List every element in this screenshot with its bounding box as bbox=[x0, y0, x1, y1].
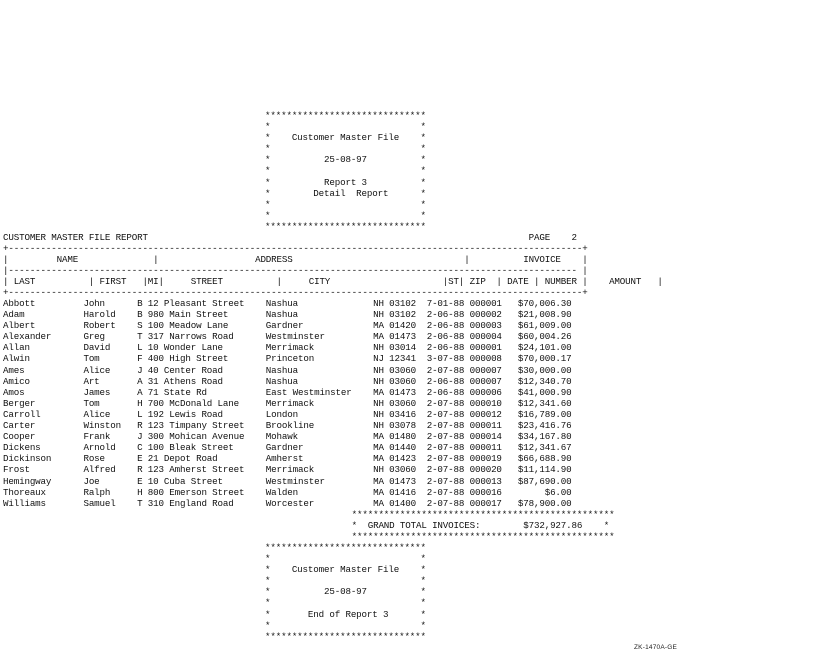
record-row: Carter Winston R 123 Timpany Street Brookline NH 03078 2-07-88 000011 $23,416.76 bbox=[3, 420, 572, 432]
banner-line: * * bbox=[265, 575, 426, 587]
header-rule: +-----------------------------------------------------------------------------------------------------------+ bbox=[3, 287, 588, 299]
banner-title: * Customer Master File * bbox=[265, 564, 426, 576]
grand-total-line: * GRAND TOTAL INVOICES: $732,927.86 * bbox=[3, 519, 610, 531]
report-title-line: CUSTOMER MASTER FILE REPORT PAGE 2 bbox=[3, 232, 577, 243]
header-column-labels: | LAST | FIRST |MI| STREET | CITY |ST| ZIP | DATE | NUMBER | AMOUNT | bbox=[3, 276, 663, 288]
banner-line: ****************************** bbox=[265, 630, 426, 642]
record-row: Amos James A 71 State Rd East Westminster MA 01473 2-06-88 000006 $41,000.90 bbox=[3, 386, 572, 398]
record-row: Frost Alfred R 123 Amherst Street Merrimack NH 03060 2-07-88 000020 $11,114.90 bbox=[3, 464, 572, 476]
record-row: Dickinson Rose E 21 Depot Road Amherst MA 01423 2-07-88 000019 $66,688.90 bbox=[3, 453, 572, 465]
record-row: Amico Art A 31 Athens Road Nashua NH 03060 2-06-88 000007 $12,340.70 bbox=[3, 375, 572, 387]
record-row: Thoreaux Ralph H 800 Emerson Street Walden MA 01416 2-07-88 000016 $6.00 bbox=[3, 486, 572, 498]
grand-total-rule: ************************************************* bbox=[3, 530, 615, 542]
record-row: Berger Tom H 700 McDonald Lane Merrimack NH 03060 2-07-88 000010 $12,341.60 bbox=[3, 397, 572, 409]
banner-line: * * bbox=[265, 597, 426, 609]
record-row: Williams Samuel T 310 England Road Worcester MA 01400 2-07-88 000017 $78,900.00 bbox=[3, 497, 572, 509]
banner-line: * * bbox=[265, 619, 426, 631]
banner-report-number: * Report 3 * bbox=[265, 176, 426, 188]
report-trailer-banner bbox=[265, 542, 426, 642]
report-column-header bbox=[3, 232, 663, 299]
report-header-banner bbox=[265, 110, 426, 232]
record-row: Carroll Alice L 192 Lewis Road London NH 03416 2-07-88 000012 $16,789.00 bbox=[3, 408, 572, 420]
header-rule: |---------------------------------------------------------------------------------------------------------- | bbox=[3, 265, 588, 277]
banner-line: * * bbox=[265, 165, 426, 177]
banner-line: ****************************** bbox=[265, 220, 426, 232]
banner-line: ****************************** bbox=[265, 110, 426, 121]
record-row: Albert Robert S 100 Meadow Lane Gardner MA 01420 2-06-88 000003 $61,009.00 bbox=[3, 320, 572, 332]
record-row: Allan David L 10 Wonder Lane Merrimack NH 03014 2-06-88 000001 $24,101.00 bbox=[3, 342, 572, 354]
record-row: Alwin Tom F 400 High Street Princeton NJ 12341 3-07-88 000008 $70,000.17 bbox=[3, 353, 572, 365]
banner-line: * * bbox=[265, 198, 426, 210]
record-row: Hemingway Joe E 10 Cuba Street Westminster MA 01473 2-07-88 000013 $87,690.00 bbox=[3, 475, 572, 487]
banner-date: * 25-08-97 * bbox=[265, 586, 426, 598]
banner-line: * * bbox=[265, 121, 426, 133]
banner-line: * * bbox=[265, 143, 426, 155]
record-row: Alexander Greg T 317 Narrows Road Westminster MA 01473 2-06-88 000004 $60,004.26 bbox=[3, 331, 572, 343]
banner-line: * * bbox=[265, 209, 426, 221]
banner-report-type: * Detail Report * bbox=[265, 187, 426, 199]
banner-line: ****************************** bbox=[265, 542, 426, 553]
header-group-labels: | NAME | ADDRESS | INVOICE | bbox=[3, 254, 588, 266]
record-row: Ames Alice J 40 Center Road Nashua NH 03060 2-07-88 000007 $30,000.00 bbox=[3, 364, 572, 376]
figure-id-label: ZK-1470A-GE bbox=[634, 644, 678, 651]
customer-records bbox=[3, 298, 614, 542]
banner-line: * * bbox=[265, 553, 426, 565]
header-rule: +-----------------------------------------------------------------------------------------------------------+ bbox=[3, 243, 588, 255]
record-row: Adam Harold B 980 Main Street Nashua NH 03102 2-06-88 000002 $21,008.90 bbox=[3, 309, 572, 321]
record-row: Dickens Arnold C 100 Bleak Street Gardner MA 01440 2-07-88 000011 $12,341.67 bbox=[3, 442, 572, 454]
record-row: Abbott John B 12 Pleasant Street Nashua NH 03102 7-01-88 000001 $70,006.30 bbox=[3, 298, 572, 309]
record-row: Cooper Frank J 300 Mohican Avenue Mohawk MA 01480 2-07-88 000014 $34,167.80 bbox=[3, 431, 572, 443]
banner-date: * 25-08-97 * bbox=[265, 154, 426, 166]
grand-total-rule: ************************************************* bbox=[3, 508, 615, 520]
banner-end-of-report: * End of Report 3 * bbox=[265, 608, 426, 620]
banner-title: * Customer Master File * bbox=[265, 132, 426, 144]
